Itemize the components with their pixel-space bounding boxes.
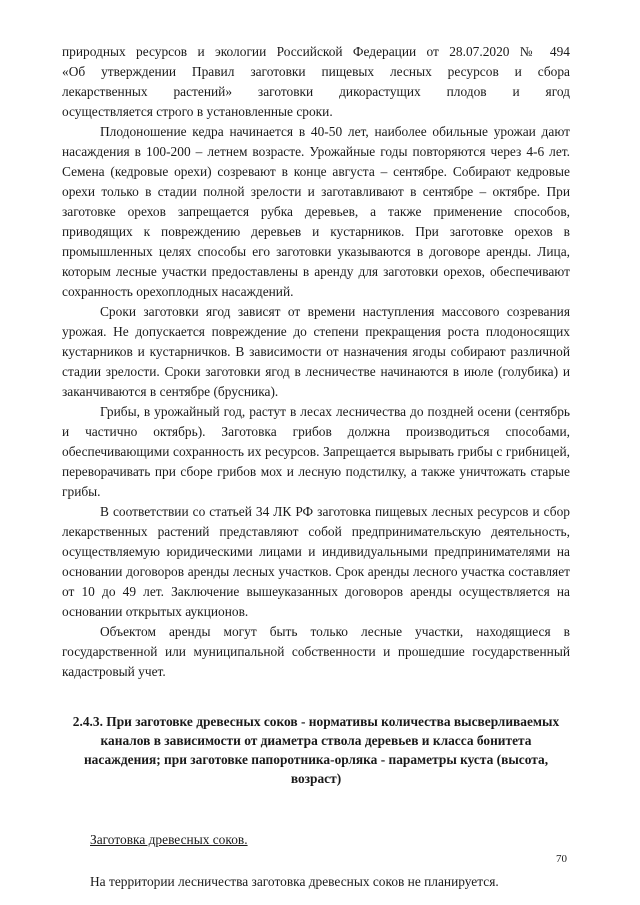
document-page xyxy=(62,42,570,892)
paragraph-lease-law: В соответствии со статьей 34 ЛК РФ заготовка пищевых лесных ресурсов и сбор лекарственных растений представляют собой предпринимательскую деятельность, осуществляемую юридическими лицами и индивидуальными предпринимателями на основании договоров аренды лесных участков. Срок аренды лесного участка составляет от 10 до 49 лет. Заключение вышеуказанных договоров аренды осуществляется на основании открытых аукционов. xyxy=(62,504,570,619)
intro-line: «Об утверждении Правил заготовки пищевых лесных ресурсов и сбора xyxy=(62,64,570,79)
intro-line: природных ресурсов и экологии Российской Федерации от 28.07.2020 № 494 xyxy=(62,44,570,59)
section-heading: 2.4.3. При заготовке древесных соков - нормативы количества высверливаемых каналов в зависимости от диаметра ствола деревьев и класса бонитета насаждения; при заготовке папоротника-орляка - параметры куста (высота, возраст) xyxy=(72,714,560,786)
page-number: 70 xyxy=(556,853,567,865)
paragraph-berries: Сроки заготовки ягод зависят от времени наступления массового созревания урожая. Не допускается повреждение до степени прекращения роста плодоносящих кустарников и кустарничков. В зависимости от назначения ягоды собирают различной стадии зрелости. Сроки заготовки ягод в лесничестве начинаются в июле (голубика) и заканчиваются в сентябре (брусника). xyxy=(62,304,570,399)
intro-line: лекарственных растений» заготовки дикорастущих плодов и ягод xyxy=(62,84,570,99)
subheading: Заготовка древесных соков. xyxy=(90,832,248,847)
paragraph-lease-object: Объектом аренды могут быть только лесные участки, находящиеся в государственной или муниципальной собственности и прошедшие государственный кадастровый учет. xyxy=(62,624,570,679)
paragraph-cedar: Плодоношение кедра начинается в 40-50 лет, наиболее обильные урожаи дают насаждения в 100-200 – летнем возрасте. Урожайные годы повторяются через 4-6 лет. Семена (кедровые орехи) созревают в конце августа – сентябре. Собирают кедровые орехи только в стадии полной зрелости и заготавливают в сентябре – октябре. При заготовке орехов запрещается рубка деревьев, а также применение способов, приводящих к повреждению деревьев и кустарников. При заготовке орехов в промышленных целях способы его заготовки указываются в договоре аренды. Лица, которым лесные участки предоставлены в аренду для заготовки орехов, обеспечивают сохранность орехоплодных насаждений. xyxy=(62,124,570,299)
intro-line: осуществляется строго в установленные сроки. xyxy=(62,104,333,119)
paragraph-mushrooms: Грибы, в урожайный год, растут в лесах лесничества до поздней осени (сентябрь и частично октябрь). Заготовка грибов должна производиться способами, обеспечивающими сохранность их ресурсов. Запрещается вырывать грибы с грибницей, переворачивать при сборе грибов мох и лесную подстилку, а также уничтожать старые грибы. xyxy=(62,404,570,499)
final-statement: На территории лесничества заготовка древесных соков не планируется. xyxy=(90,874,499,889)
intro-paragraph xyxy=(62,42,570,122)
